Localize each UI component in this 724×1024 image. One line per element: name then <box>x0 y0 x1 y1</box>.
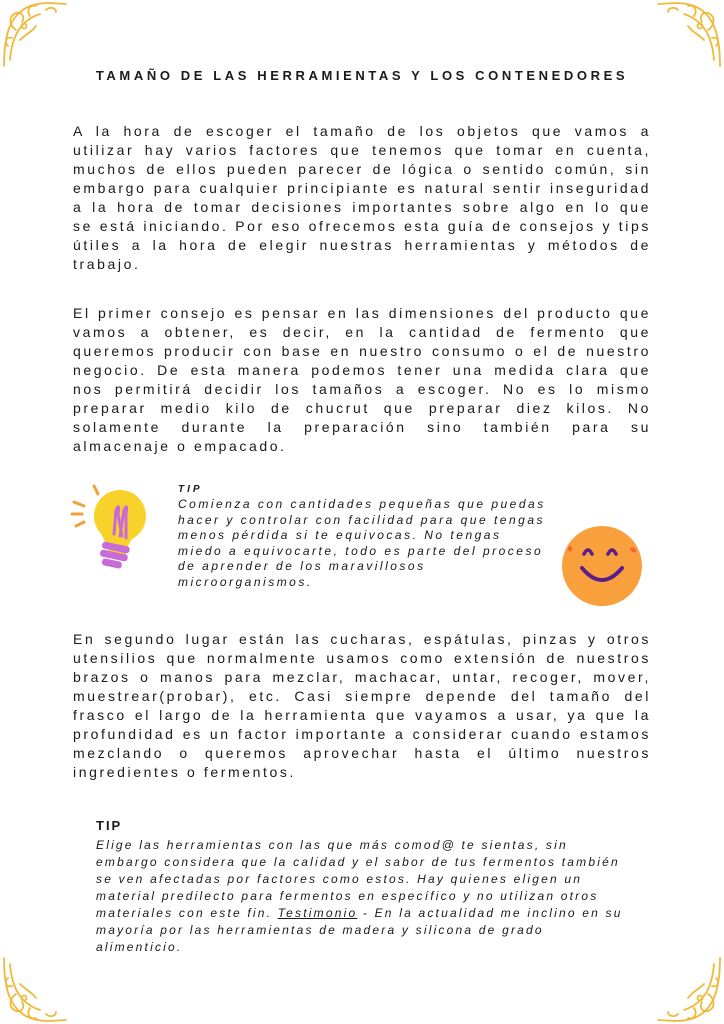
corner-ornament-top-left <box>0 0 70 70</box>
paragraph-utensils: En segundo lugar están las cucharas, espátulas, pinzas y otros utensilios que normalmente usamos como extensión de nuestros brazos o manos para mezclar, machacar, untar, recoger, mover, muestrear(probar), etc. Casi siempre depende del tamaño del frasco el largo de la herramienta que vayamos a usar, ya que la profundidad es un factor importante a considerar cuando estamos mezclando o queremos aprovechar hasta el último nuestros ingredientes o fermentos. <box>73 631 651 780</box>
corner-ornament-top-right <box>654 0 724 70</box>
testimonio-link[interactable]: Testimonio <box>277 906 358 920</box>
tip-box-materials <box>96 818 626 956</box>
smiley-face-icon <box>558 522 646 610</box>
tip-text-after: - En la actualidad me inclino en su mayoría por las herramientas de madera y silicona de grado alimenticio. <box>96 906 623 954</box>
tip-text-before: Elige las herramientas con las que más comod@ te sientas, sin embargo considera que la calidad y el sabor de tus fermentos también se ven afectadas por factores como estos. Hay quienes eligen un material predilecto para fermentos en específico y no utilizan otros materiales con este fin. <box>96 838 620 920</box>
page-title: TAMAÑO DE LAS HERRAMIENTAS Y LOS CONTENEDORES <box>95 68 629 83</box>
tip-box-quantities <box>178 484 548 590</box>
tip-label: TIP <box>96 818 123 833</box>
corner-ornament-bottom-right <box>654 954 724 1024</box>
paragraph-dimensions: El primer consejo es pensar en las dimensiones del producto que vamos a obtener, es decir, en la cantidad de fermento que queremos producir con base en nuestro consumo o el de nuestro negocio. De esta manera podemos tener una medida clara que nos permitirá decidir los tamaños a escoger. No es lo mismo preparar medio kilo de chucrut que preparar diez kilos. No solamente durante la preparación sino también para su almacenaje o empacado. <box>73 305 651 454</box>
tip-label: TIP <box>178 484 203 495</box>
paragraph-intro: A la hora de escoger el tamaño de los objetos que vamos a utilizar hay varios factores que tenemos que tomar en cuenta, muchos de ellos pueden parecer de lógica o sentido común, sin embargo para cualquier principiante es natural sentir inseguridad a la hora de tomar decisiones importantes sobre algo en lo que se está iniciando. Por eso ofrecemos esta guía de consejos y tips útiles a la hora de elegir nuestras herramientas y métodos de trabajo. <box>73 123 651 272</box>
corner-ornament-bottom-left <box>0 954 70 1024</box>
tip-text <box>96 837 626 956</box>
lightbulb-icon <box>68 480 158 572</box>
tip-text: Comienza con cantidades pequeñas que puedas hacer y controlar con facilidad para que tengas menos pérdida si te equivocas. No tengas miedo a equivocarte, todo es parte del proceso de aprender de los maravillosos microorganismos. <box>178 497 546 589</box>
